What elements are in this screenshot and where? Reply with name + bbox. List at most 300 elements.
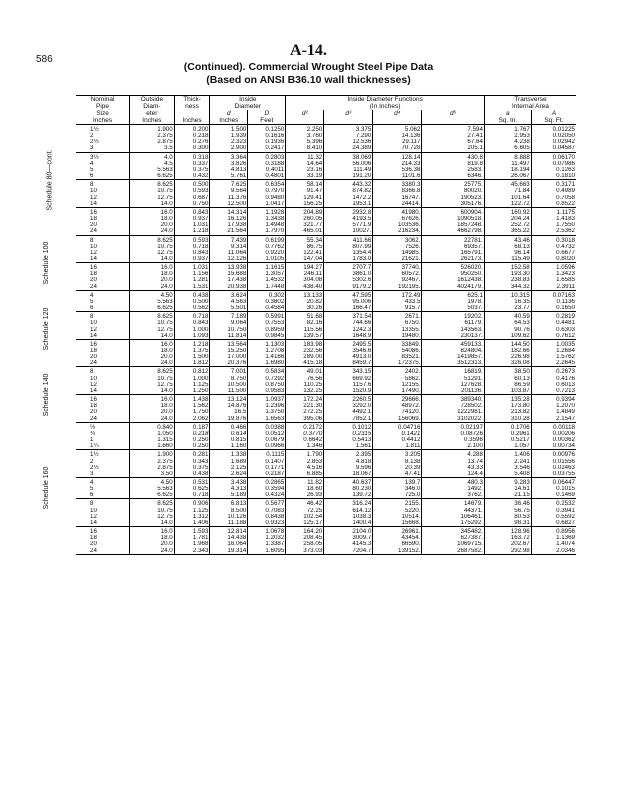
value-cell: 16.0	[130, 527, 175, 536]
value-cell: 1.4183	[531, 216, 576, 222]
value-cell: 321.77	[286, 222, 324, 228]
nominal-size-cell: 5	[90, 486, 94, 493]
value-cell: 0.00362	[531, 437, 576, 443]
table-row	[76, 305, 576, 312]
value-cell: 0.1771	[248, 465, 286, 471]
value-cell: 41980.	[373, 207, 422, 216]
value-cell: 166.47	[324, 305, 373, 312]
value-cell: 26.067	[484, 173, 531, 180]
value-cell: 0.0966	[248, 443, 286, 450]
value-cell: 7.189	[210, 312, 248, 321]
value-cell: 1.057	[484, 443, 531, 450]
value-cell: 205.1	[422, 145, 485, 152]
value-cell: 1520.9	[324, 388, 373, 395]
value-cell: 0.718	[174, 244, 210, 250]
value-cell: 86.75	[286, 244, 324, 250]
value-cell: 1.2684	[531, 348, 576, 354]
value-cell: 129.41	[286, 195, 324, 201]
table-row	[76, 312, 576, 321]
table-row	[76, 125, 576, 134]
value-cell: 1.2708	[248, 348, 286, 354]
nominal-size-cell: 20	[90, 277, 97, 284]
nominal-size-cell: 24	[90, 415, 97, 422]
value-cell: 807.99	[324, 244, 373, 250]
value-cell: 3.205	[373, 450, 422, 459]
value-cell: 40.59	[484, 312, 531, 321]
value-cell: 10.500	[210, 382, 248, 388]
value-cell: 14.438	[210, 535, 248, 541]
header-internal-area: Internal Area	[484, 103, 576, 110]
nominal-size-cell: 20	[90, 409, 97, 416]
value-cell: 1.5762	[531, 354, 576, 360]
value-cell: 23.16	[286, 167, 324, 173]
value-cell: 2.343	[174, 548, 210, 555]
value-cell: 5771.9	[324, 222, 373, 228]
value-cell: 14.314	[210, 207, 248, 216]
value-cell: 17.938	[210, 222, 248, 228]
value-cell: 24.0	[130, 284, 175, 291]
header-sym-d2: d²	[286, 110, 324, 117]
value-cell: 20.39	[373, 465, 422, 471]
value-cell: 0.302	[248, 290, 286, 299]
value-cell: 12.536	[324, 139, 373, 145]
value-cell: 175292.	[422, 520, 485, 527]
value-cell: 2.3911	[531, 284, 576, 291]
table-row	[76, 180, 576, 189]
value-cell: 20.376	[210, 360, 248, 367]
value-cell: 0.7292	[248, 376, 286, 382]
table-row	[76, 228, 576, 235]
value-cell: 395.06	[286, 416, 324, 423]
value-cell: 5.396	[286, 139, 324, 145]
value-cell: 14.876	[210, 403, 248, 409]
value-cell: 1400.4	[324, 520, 373, 527]
value-cell: 915.7	[373, 305, 422, 312]
value-cell: 4.313	[210, 486, 248, 492]
value-cell: 1.406	[484, 450, 531, 459]
value-cell: 1.561	[324, 443, 373, 450]
value-cell: 16.0	[130, 395, 175, 404]
value-cell: 183.98	[286, 339, 324, 348]
value-cell: 106461.	[422, 514, 485, 520]
value-cell: 92467.	[373, 277, 422, 283]
nominal-size-cell: 20	[90, 354, 97, 361]
nominal-size-cell: 14	[90, 519, 97, 526]
nominal-size-cell: ½	[76, 422, 130, 431]
value-cell: 20.0	[130, 277, 175, 283]
nominal-size-cell: 2½	[90, 464, 99, 471]
schedule-label: Schedule 160	[43, 466, 51, 510]
value-cell: 1.7970	[248, 228, 286, 235]
value-cell: 3861.0	[324, 271, 373, 277]
header-inside: Inside	[210, 96, 286, 104]
value-cell: 4.516	[286, 465, 324, 471]
value-cell: 0.0512	[248, 431, 286, 437]
value-cell: 0.1250	[248, 125, 286, 134]
value-cell: 1.000	[174, 376, 210, 382]
value-cell: 14.0	[130, 256, 175, 263]
value-cell: 15.250	[210, 348, 248, 354]
value-cell: 6.625	[130, 305, 175, 312]
value-cell: 103536.	[373, 222, 422, 228]
value-cell: 3.760	[286, 133, 324, 139]
value-cell: 48972.	[373, 403, 422, 409]
value-cell: 193.30	[484, 271, 531, 277]
schedule-label: Schedule 80—cont.	[46, 149, 54, 211]
table-row	[76, 333, 576, 340]
value-cell: 3292.0	[324, 403, 373, 409]
value-cell: 824804.	[422, 348, 485, 354]
table-row	[76, 548, 576, 555]
nominal-size-cell: 10	[90, 375, 97, 382]
value-cell: 3.546	[484, 465, 531, 471]
value-cell: 20.0	[130, 409, 175, 415]
value-cell: 744.66	[324, 320, 373, 326]
value-cell: 238.83	[484, 277, 531, 283]
value-cell: 0.343	[174, 459, 210, 465]
value-cell: 2.2645	[531, 360, 576, 367]
value-cell: 10.75	[130, 508, 175, 514]
value-cell: 0.9220	[248, 250, 286, 256]
value-cell: 33.19	[286, 173, 324, 180]
value-cell: 1.346	[286, 443, 324, 450]
value-cell: 415.18	[286, 360, 324, 367]
value-cell: 8.625	[130, 235, 175, 244]
value-cell: 1.660	[130, 443, 175, 450]
value-cell: 2.241	[484, 459, 531, 465]
value-cell: 16.126	[210, 216, 248, 222]
table-row	[76, 422, 576, 431]
value-cell: 12.75	[130, 195, 175, 201]
nominal-size-cell: 16	[76, 263, 130, 272]
value-cell: 160.92	[484, 207, 531, 216]
nominal-size-cell: 10	[90, 320, 97, 327]
value-cell: 3.364	[210, 152, 248, 161]
value-cell: 1.500	[210, 125, 248, 134]
value-cell: 1.900	[130, 125, 175, 134]
value-cell: 12155.	[373, 382, 422, 388]
value-cell: 110.25	[286, 382, 324, 388]
value-cell: 11.32	[286, 152, 324, 161]
table-row	[76, 201, 576, 208]
table-row	[76, 388, 576, 395]
value-cell: 8459.7	[324, 360, 373, 367]
value-cell: 7852.1	[324, 416, 373, 423]
value-cell: 1.500	[174, 354, 210, 360]
value-cell: 204.24	[484, 216, 531, 222]
value-cell: 4662798.	[422, 228, 485, 235]
value-cell: 0.3596	[422, 437, 485, 443]
value-cell: 15668.	[373, 520, 422, 527]
value-cell: 58.14	[286, 180, 324, 189]
header-in-inches: (In Inches)	[286, 103, 485, 110]
value-cell: 0.593	[174, 235, 210, 244]
value-cell: 12.75	[130, 250, 175, 256]
value-cell: 0.300	[174, 145, 210, 152]
value-cell: 5.062	[373, 125, 422, 134]
value-cell: 135.28	[484, 395, 531, 404]
value-cell: 24.389	[324, 145, 373, 152]
value-cell: 128.96	[484, 527, 531, 536]
value-cell: 76.56	[286, 376, 324, 382]
value-cell: 0.06170	[531, 152, 576, 161]
value-cell: 627387.	[422, 535, 485, 541]
value-cell: 0.0679	[248, 437, 286, 443]
table-row	[76, 395, 576, 404]
value-cell: 346.0	[373, 486, 422, 492]
value-cell: 1.050	[130, 431, 175, 437]
table-row	[76, 207, 576, 216]
value-cell: 10.75	[130, 244, 175, 250]
value-cell: 43.33	[422, 465, 485, 471]
value-cell: 4.5	[130, 161, 175, 167]
value-cell: 18.0	[130, 216, 175, 222]
value-cell: 20.0	[130, 222, 175, 228]
value-cell: 1.375	[174, 348, 210, 354]
value-cell: 1.125	[174, 382, 210, 388]
value-cell: 8.625	[130, 312, 175, 321]
value-cell: 1953.1	[324, 201, 373, 208]
value-cell: 0.438	[174, 471, 210, 478]
value-cell: 0.7213	[531, 388, 576, 395]
value-cell: 29666.	[373, 395, 422, 404]
value-cell: 262173.	[422, 256, 485, 263]
value-cell: 9.064	[210, 320, 248, 326]
value-cell: 6.625	[130, 173, 175, 180]
value-cell: 0.01556	[531, 459, 576, 465]
value-cell: 16.0	[130, 339, 175, 348]
value-cell: 0.2172	[286, 422, 324, 431]
value-cell: 0.04716	[373, 422, 422, 431]
nominal-size-cell: 20	[90, 222, 97, 229]
value-cell: 144.50	[484, 339, 531, 348]
value-cell: 4913.0	[324, 354, 373, 360]
value-cell: 12.814	[210, 527, 248, 536]
nominal-size-cell: 1¼	[90, 443, 99, 450]
value-cell: 2.323	[210, 139, 248, 145]
nominal-size-cell: 16	[76, 527, 130, 536]
value-cell: 7.001	[210, 367, 248, 376]
value-cell: 64.53	[484, 320, 531, 326]
value-cell: 191.20	[324, 173, 373, 180]
value-cell: 3.5	[130, 145, 175, 152]
value-cell: 2687582.	[422, 548, 485, 555]
value-cell: 8.625	[130, 499, 175, 508]
value-cell: 26961.	[373, 527, 422, 536]
value-cell: 6.813	[210, 499, 248, 508]
value-cell: 8.500	[210, 508, 248, 514]
value-cell: 7204.7	[324, 548, 373, 555]
unit-inches: Inches	[210, 117, 248, 125]
value-cell: 0.937	[174, 216, 210, 222]
value-cell: 0.03755	[531, 471, 576, 478]
value-cell: 1.4532	[248, 277, 286, 283]
value-cell: 725.0	[373, 492, 422, 499]
table-title: A-14.	[290, 42, 327, 59]
value-cell: 0.840	[130, 422, 175, 431]
value-cell: 0.4801	[248, 173, 286, 180]
value-cell: 21.564	[210, 228, 248, 235]
value-cell: 0.9323	[248, 520, 286, 527]
value-cell: 0.432	[174, 173, 210, 180]
value-cell: 430.8	[422, 152, 485, 161]
value-cell: 226.98	[484, 354, 531, 360]
value-cell: 1.218	[174, 339, 210, 348]
value-cell: 10.126	[210, 514, 248, 520]
value-cell: 0.00976	[531, 450, 576, 459]
table-row	[76, 499, 576, 508]
value-cell: 46.42	[286, 499, 324, 508]
value-cell: 18.0	[130, 403, 175, 409]
value-cell: 22781.	[422, 235, 485, 244]
value-cell: 4492.1	[324, 409, 373, 415]
value-cell: 8.888	[484, 152, 531, 161]
value-cell: 55.34	[286, 235, 324, 244]
value-cell: 2707.7	[324, 263, 373, 272]
table-row	[76, 443, 576, 450]
value-cell: 1.750	[174, 409, 210, 415]
value-cell: 443.32	[324, 180, 373, 189]
value-cell: 3.438	[210, 477, 248, 486]
value-cell: 0.4732	[531, 244, 576, 250]
nominal-size-cell: 12	[90, 326, 97, 333]
header-ness: ness	[174, 103, 210, 110]
value-cell: 13.938	[210, 263, 248, 272]
value-cell: 13.133	[286, 290, 324, 299]
table-subtitle: (Continued). Commercial Wrought Steel Pipe Data	[183, 61, 434, 73]
nominal-size-cell: 8	[76, 180, 130, 189]
value-cell: 5.563	[130, 299, 175, 305]
value-cell: 11.188	[210, 520, 248, 527]
value-cell: 1.3057	[248, 271, 286, 277]
value-cell: 0.843	[174, 207, 210, 216]
value-cell: 1.312	[174, 514, 210, 520]
value-cell: 29.117	[373, 139, 422, 145]
value-cell: 1.531	[174, 284, 210, 291]
value-cell: 7.439	[210, 235, 248, 244]
value-cell: 0.04587	[531, 145, 576, 152]
value-cell: 124.4	[422, 471, 485, 478]
value-cell: 1.2032	[248, 535, 286, 541]
value-cell: 1.1369	[531, 535, 576, 541]
value-cell: 0.4481	[531, 320, 576, 326]
value-cell: 292.98	[484, 548, 531, 555]
value-cell: 192195.	[373, 284, 422, 291]
nominal-size-cell: 18	[90, 216, 97, 223]
value-cell: 0.2865	[248, 477, 286, 486]
value-cell: 16.0	[130, 207, 175, 216]
nominal-size-cell: 3	[90, 145, 94, 152]
value-cell: 600904.	[422, 207, 485, 216]
value-cell: 4.50	[130, 290, 175, 299]
table-row	[76, 492, 576, 499]
value-cell: 10.75	[130, 376, 175, 382]
value-cell: 1472.2	[324, 195, 373, 201]
value-cell: 4.288	[422, 450, 485, 459]
value-cell: 1612438.	[422, 277, 485, 283]
value-cell: 1.125	[174, 508, 210, 514]
value-cell: 10.750	[210, 327, 248, 333]
nominal-size-cell: 2	[90, 133, 94, 140]
value-cell: 0.1650	[531, 305, 576, 312]
nominal-size-cell: 18	[90, 535, 97, 542]
value-cell: 0.9480	[248, 195, 286, 201]
value-cell: 3512313.	[422, 360, 485, 367]
value-cell: 37740.	[373, 263, 422, 272]
value-cell: 1.031	[174, 263, 210, 272]
schedule-label: Schedule 140	[43, 373, 51, 417]
value-cell: 25775.	[422, 180, 485, 189]
value-cell: 0.2532	[531, 499, 576, 508]
value-cell: 18.0	[130, 271, 175, 277]
value-cell: 526020.	[422, 263, 485, 272]
nominal-size-cell: ¾	[90, 430, 96, 437]
nominal-size-cell: 18	[90, 348, 97, 354]
nominal-size-cell: 3	[90, 470, 94, 477]
value-cell: 139152.	[373, 548, 422, 555]
value-cell: 0.815	[210, 437, 248, 443]
value-cell: 0.466	[210, 422, 248, 431]
value-cell: 0.8959	[248, 327, 286, 333]
value-cell: 1783.0	[324, 256, 373, 263]
value-cell: 12.75	[130, 327, 175, 333]
value-cell: 11.376	[210, 195, 248, 201]
value-cell: 5862.	[373, 376, 422, 382]
value-cell: 0.318	[174, 152, 210, 161]
value-cell: 11.82	[286, 477, 324, 486]
value-cell: 5.408	[484, 471, 531, 478]
value-cell: 10.75	[130, 320, 175, 326]
value-cell: 221.30	[286, 403, 324, 409]
value-cell: 139.72	[324, 492, 373, 499]
value-cell: 16.064	[210, 541, 248, 547]
value-cell: 139.7	[373, 477, 422, 486]
value-cell: 109.62	[484, 333, 531, 340]
value-cell: 232.56	[286, 348, 324, 354]
value-cell: 194.27	[286, 263, 324, 272]
value-cell: 90.76	[484, 327, 531, 333]
value-cell: 0.337	[174, 161, 210, 167]
value-cell: 8.138	[373, 459, 422, 465]
value-cell: 819.8	[422, 161, 485, 167]
value-cell: 0.6642	[286, 437, 324, 443]
value-cell: 459133.	[422, 339, 485, 348]
value-cell: 0.1407	[248, 459, 286, 465]
value-cell: 2.624	[210, 471, 248, 478]
value-cell: 14.136	[373, 133, 422, 139]
value-cell: 0.250	[174, 437, 210, 443]
value-cell: 0.2187	[248, 471, 286, 478]
value-cell: 4193.5	[324, 216, 373, 222]
value-cell: 17490.	[373, 388, 422, 395]
table-row	[76, 450, 576, 459]
unit-inches: Inches	[130, 117, 175, 125]
value-cell: 2.125	[210, 465, 248, 471]
value-cell: 0.6354	[248, 180, 286, 189]
value-cell: 70.728	[373, 145, 422, 152]
value-cell: 2.953	[484, 133, 531, 139]
value-cell: 6.625	[130, 492, 175, 499]
value-cell: 0.7083	[248, 508, 286, 514]
nominal-size-cell: 14	[90, 200, 97, 207]
value-cell: 18.60	[286, 486, 324, 492]
value-cell: 1354.4	[324, 250, 373, 256]
value-cell: 1.0035	[531, 339, 576, 348]
value-cell: 1.0678	[248, 527, 286, 536]
nominal-size-cell: 24	[90, 228, 97, 235]
value-cell: 2.0346	[531, 548, 576, 555]
value-cell: 202.67	[484, 541, 531, 547]
